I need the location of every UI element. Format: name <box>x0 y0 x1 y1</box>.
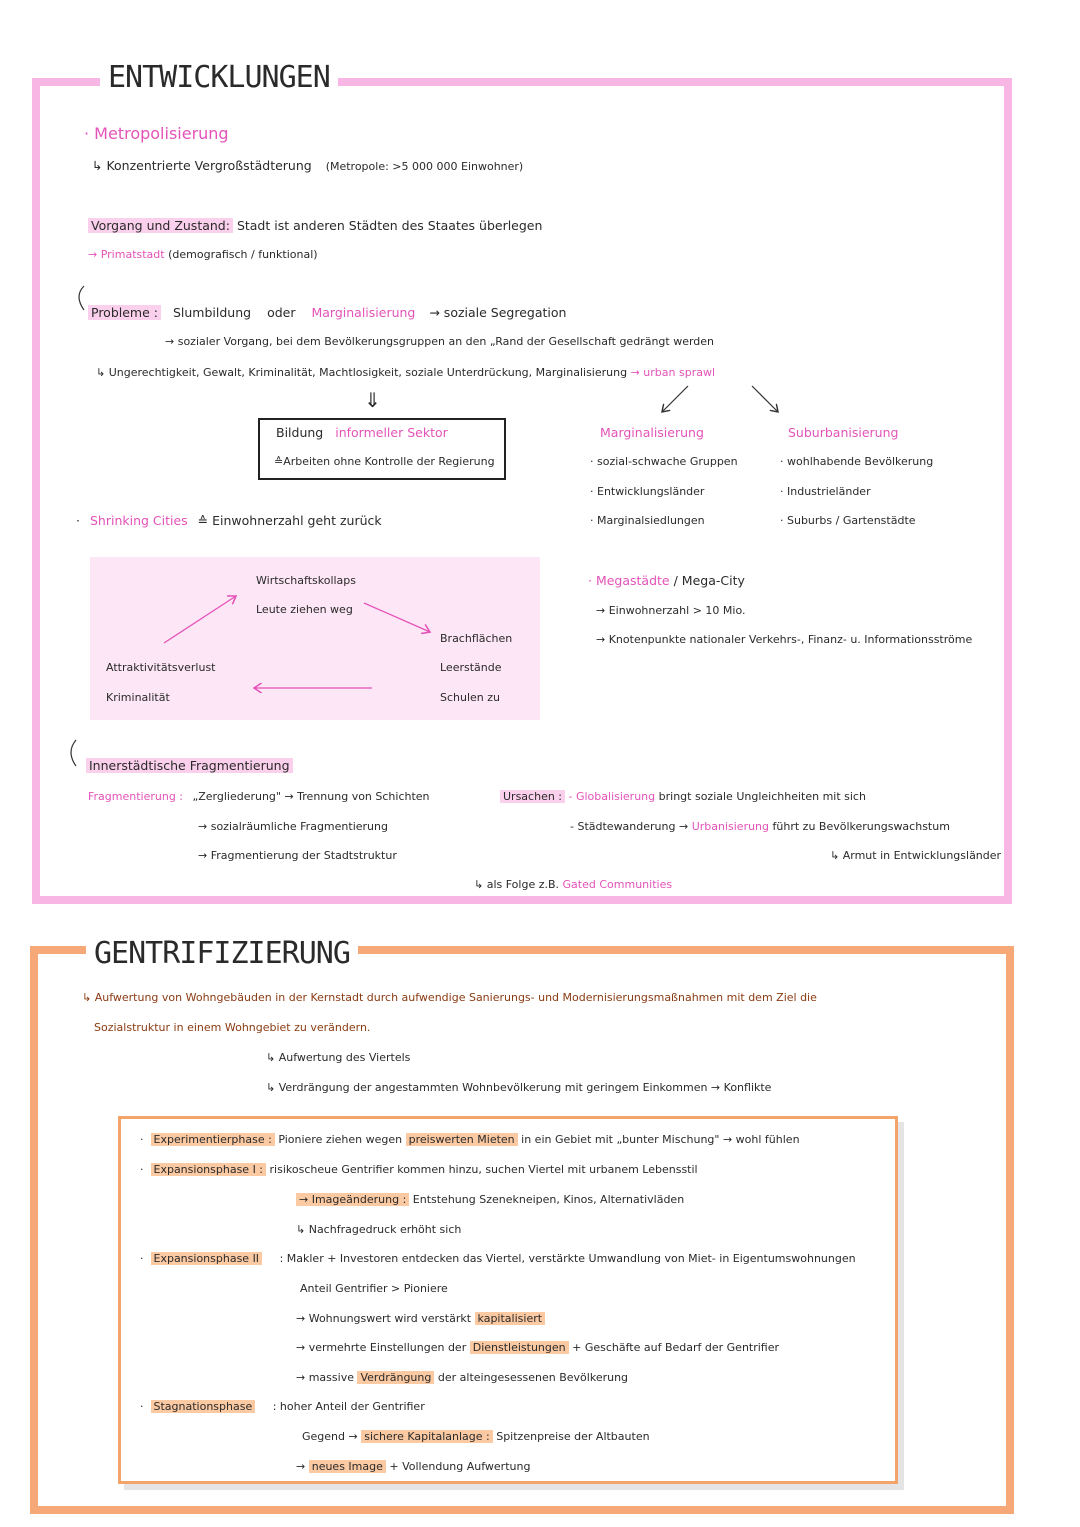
shrinking-title: Shrinking Cities <box>89 513 188 528</box>
phase-e2-verdr-hl: Verdrängung <box>357 1371 434 1384</box>
ursache1-b: bringt soziale Ungleichheiten mit sich <box>658 790 866 803</box>
cycle-left2: Kriminalität <box>106 691 170 704</box>
phase-e2-dienst-a: → vermehrte Einstellungen der <box>296 1341 467 1354</box>
stadtstruktur: → Fragmentierung der Stadtstruktur <box>198 849 397 862</box>
fragmentierung-title: Innerstädtische Fragmentierung <box>86 758 293 773</box>
arrow-suburbanisierung-icon <box>752 386 778 412</box>
down-arrow-icon: ⇓ <box>364 388 381 412</box>
vorgang-text: Stadt ist anderen Städten des Staates überlegen <box>236 218 543 233</box>
suburb-title: Suburbanisierung <box>788 425 899 440</box>
primat-text: (demografisch / funktional) <box>168 248 318 261</box>
oder: oder <box>267 305 296 320</box>
gentri-verdraengung: ↳ Verdrängung der angestammten Wohnbevölkerung mit geringem Einkommen → Konflikte <box>266 1081 772 1094</box>
phase-st-label: Stagnationsphase <box>151 1400 256 1413</box>
segregation: → soziale Segregation <box>429 305 567 320</box>
marg-item-2: · Entwicklungsländer <box>590 485 705 498</box>
slumbildung: Slumbildung <box>172 305 252 320</box>
ursachen-label: Ursachen : <box>500 790 565 803</box>
suburb-item-3: · Suburbs / Gartenstädte <box>780 514 916 527</box>
marg-item-1: · sozial-schwache Gruppen <box>590 455 738 468</box>
phase-e1-line: · Expansionsphase I : risikoscheue Gentrifier kommen hinzu, suchen Viertel mit urbanem Lebensstil <box>140 1163 698 1176</box>
suburb-item-2: · Industrieländer <box>780 485 871 498</box>
phase-e1-image-text: Entstehung Szenekneipen, Kinos, Alternativläden <box>412 1193 685 1206</box>
cycle-arrow-down-icon <box>364 603 430 632</box>
shrinking-text: ≙ Einwohnerzahl geht zurück <box>197 513 382 528</box>
box-sektor: informeller Sektor <box>335 425 448 440</box>
phase-e1-nachfrage: ↳ Nachfragedruck erhöht sich <box>296 1223 462 1236</box>
sozialraeumlich: → sozialräumliche Fragmentierung <box>198 820 388 833</box>
phase-st-image-hl: neues Image <box>309 1460 386 1473</box>
ursache2-b: Urbanisierung <box>691 820 770 833</box>
folge-b: Gated Communities <box>562 878 673 891</box>
phase-exp-line: · Experimentierphase : Pioniere ziehen wegen preiswerten Mieten in ein Gebiet mit „bunter Mischung" → wohl fühlen <box>140 1133 800 1146</box>
phase-e2-anteil: Anteil Gentrifier > Pioniere <box>300 1282 448 1295</box>
phase-e2-line: · Expansionsphase II : Makler + Investoren entdecken das Viertel, verstärkte Umwandlung von Miet- in Eigentumswohnungen <box>140 1252 856 1265</box>
mega-item-1: → Einwohnerzahl > 10 Mio. <box>596 604 746 617</box>
mega-title: · Megastädte <box>588 573 670 588</box>
phase-st-image-b: + Vollendung Aufwertung <box>389 1460 531 1473</box>
mega-title2: / Mega-City <box>673 573 745 588</box>
marg-item-3: · Marginalsiedlungen <box>590 514 705 527</box>
phase-exp-text-b: in ein Gebiet mit „bunter Mischung" → wohl fühlen <box>521 1133 800 1146</box>
phase-e2-verdr-b: der alteingesessenen Bevölkerung <box>437 1371 629 1384</box>
box-sub: ≙Arbeiten ohne Kontrolle der Regierung <box>274 455 495 468</box>
phase-e1-image-hl: → Imageänderung : <box>296 1193 409 1206</box>
metropolisierung-heading: · Metropolisierung <box>84 124 229 143</box>
phase-e2-text: : Makler + Investoren entdecken das Viertel, verstärkte Umwandlung von Miet- in Eigentumswohnungen <box>279 1252 856 1265</box>
phase-exp-text-a: Pioniere ziehen wegen <box>278 1133 403 1146</box>
phase-e2-wert-a: → Wohnungswert wird verstärkt <box>296 1312 472 1325</box>
vorgang-label: Vorgang und Zustand: <box>88 218 233 233</box>
phase-st-image-a: → <box>296 1460 306 1473</box>
phase-st-text: : hoher Anteil der Gentrifier <box>272 1400 425 1413</box>
folgen-text: ↳ Ungerechtigkeit, Gewalt, Kriminalität, Machtlosigkeit, soziale Unterdrückung, Marginalisierung <box>96 366 628 379</box>
phase-e2-wert-hl: kapitalisiert <box>475 1312 546 1325</box>
entwicklungen-title: ENTWICKLUNGEN <box>100 60 338 95</box>
probleme-label: Probleme : <box>88 305 161 320</box>
phase-exp-label: Experimentierphase : <box>151 1133 275 1146</box>
phase-st-gegend-b: Spitzenpreise der Altbauten <box>496 1430 650 1443</box>
cycle-top2: Leute ziehen weg <box>256 603 353 616</box>
metropolisierung-def-text: ↳ Konzentrierte Vergroßstädterung <box>92 158 312 173</box>
cycle-top1: Wirtschaftskollaps <box>256 574 357 587</box>
cycle-right3: Schulen zu <box>440 691 501 704</box>
mega-item-2: → Knotenpunkte nationaler Verkehrs-, Finanz- u. Informationsströme <box>596 633 973 646</box>
gentri-def-1: ↳ Aufwertung von Wohngebäuden in der Kernstadt durch aufwendige Sanierungs- und Modernisierungsmaßnahmen mit dem Ziel die <box>82 991 817 1004</box>
phase-e2-dienst-b: + Geschäfte auf Bedarf der Gentrifier <box>572 1341 780 1354</box>
phase-e2-dienst-hl: Dienstleistungen <box>470 1341 569 1354</box>
phase-e2-label: Expansionsphase II <box>151 1252 263 1265</box>
cycle-left1: Attraktivitätsverlust <box>106 661 216 674</box>
cycle-arrow-up-icon <box>164 596 236 643</box>
phase-e1-text: risikoscheue Gentrifier kommen hinzu, suchen Viertel mit urbanem Lebensstil <box>269 1163 698 1176</box>
bracket-fragmentierung-icon <box>71 740 76 766</box>
marginalisierung-term: Marginalisierung <box>311 305 416 320</box>
cycle-right1: Brachflächen <box>440 632 513 645</box>
metropolisierung-note: (Metropole: >5 000 000 Einwohner) <box>325 160 524 173</box>
shrinking-bullet: · <box>76 513 80 528</box>
ursache2-c: führt zu Bevölkerungswachstum <box>772 820 950 833</box>
phase-st-gegend-a: Gegend → <box>302 1430 358 1443</box>
phase-exp-hl: preiswerten Mieten <box>406 1133 518 1146</box>
gentrifizierung-title: GENTRIFIZIERUNG <box>86 936 358 971</box>
armut: ↳ Armut in Entwicklungsländer <box>830 849 1002 862</box>
gentri-aufwertung: ↳ Aufwertung des Viertels <box>266 1051 411 1064</box>
ursache2-a: - Städtewanderung → <box>570 820 689 833</box>
marg-title: Marginalisierung <box>600 425 704 440</box>
primat-label: → Primatstadt <box>88 248 165 261</box>
cycle-right2: Leerstände <box>440 661 502 674</box>
box-bildung: Bildung <box>276 425 324 440</box>
bracket-probleme-icon <box>79 286 84 310</box>
folge-a: ↳ als Folge z.B. <box>474 878 560 891</box>
phase-st-line: · Stagnationsphase : hoher Anteil der Gentrifier <box>140 1400 425 1413</box>
zergliederung: „Zergliederung" → Trennung von Schichten <box>192 790 430 803</box>
sozialer-vorgang: → sozialer Vorgang, bei dem Bevölkerungsgruppen an den „Rand der Gesellschaft gedrängt werden <box>165 335 715 348</box>
suburb-item-1: · wohlhabende Bevölkerung <box>780 455 934 468</box>
urban-sprawl: → urban sprawl <box>630 366 716 379</box>
gentri-def-2: Sozialstruktur in einem Wohngebiet zu verändern. <box>94 1021 371 1034</box>
fragmentierung-label: Fragmentierung : <box>88 790 184 803</box>
phase-e1-label: Expansionsphase I : <box>151 1163 267 1176</box>
arrow-marginalisierung-icon <box>662 386 688 412</box>
phase-st-gegend-hl: sichere Kapitalanlage : <box>361 1430 493 1443</box>
phase-e2-verdr-a: → massive <box>296 1371 354 1384</box>
ursache1-a: - Globalisierung <box>568 790 656 803</box>
